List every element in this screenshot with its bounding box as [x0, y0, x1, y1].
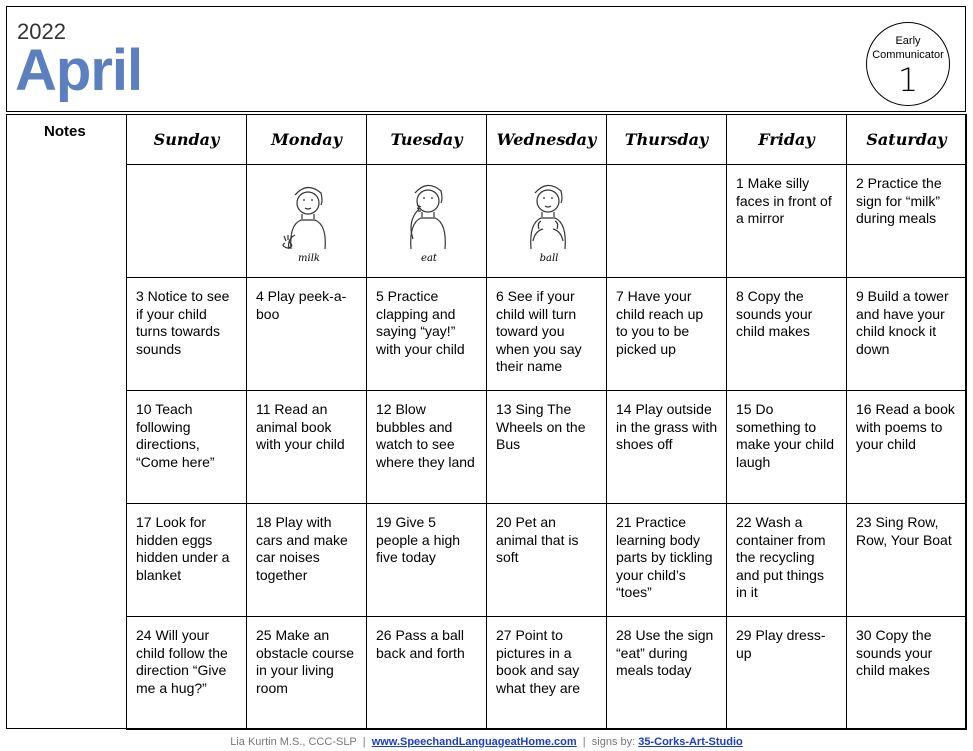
day-cell — [607, 617, 727, 730]
day-activity: 16 Read a book with poems to your child — [856, 401, 955, 452]
day-cell — [367, 617, 487, 730]
day-activity: 11 Read an animal book with your child — [256, 401, 345, 452]
day-cell — [727, 504, 847, 617]
day-activity: 22 Wash a container from the recycling and put things in it — [736, 514, 826, 600]
day-cell — [127, 391, 247, 504]
day-cell — [367, 165, 487, 278]
day-activity: 28 Use the sign “eat” during meals today — [616, 627, 714, 678]
day-activity: 10 Teach following directions, “Come here” — [136, 401, 215, 470]
day-activity: 5 Practice clapping and saying “yay!” with your child — [376, 288, 465, 357]
weekday-header: Saturday — [847, 115, 967, 165]
day-activity: 9 Build a tower and have your child knock it down — [856, 288, 949, 357]
footer-separator: | — [362, 736, 366, 748]
day-cell — [847, 504, 967, 617]
day-cell — [127, 504, 247, 617]
weekday-header: Tuesday — [367, 115, 487, 165]
badge-line1: Early — [895, 35, 921, 47]
day-activity: 29 Play dress-up — [736, 627, 826, 661]
day-activity: 23 Sing Row, Row, Your Boat — [856, 514, 952, 548]
day-activity — [607, 165, 726, 175]
week-row — [127, 504, 967, 617]
day-cell — [247, 165, 367, 278]
day-activity: 3 Notice to see if your child turns towards sounds — [136, 288, 230, 357]
weekday-header: Wednesday — [487, 115, 607, 165]
day-activity: 21 Practice learning body parts by tickling your child’s “toes” — [616, 514, 713, 600]
week-row — [127, 165, 967, 278]
day-cell — [247, 278, 367, 391]
day-cell — [367, 504, 487, 617]
notes-label: Notes — [44, 123, 86, 140]
footer — [0, 736, 973, 748]
day-cell — [487, 278, 607, 391]
day-cell — [487, 504, 607, 617]
website-link[interactable]: www.SpeechandLanguageatHome.com — [371, 736, 577, 748]
sign-eat-caption: eat — [420, 253, 437, 264]
day-cell — [487, 617, 607, 730]
day-cell — [127, 278, 247, 391]
day-activity: 18 Play with cars and make car noises together — [256, 514, 348, 583]
day-cell — [607, 278, 727, 391]
sign-milk-caption: milk — [297, 253, 320, 264]
day-activity: 4 Play peek-a-boo — [256, 288, 347, 322]
day-activity: 30 Copy the sounds your child makes — [856, 627, 933, 678]
footer-separator: | — [582, 736, 586, 748]
day-cell — [847, 391, 967, 504]
weekday-header: Sunday — [127, 115, 247, 165]
day-activity: 15 Do something to make your child laugh — [736, 401, 835, 470]
badge-line2: Communicator — [872, 49, 944, 61]
day-cell — [727, 278, 847, 391]
year: 2022 — [17, 19, 66, 44]
day-cell — [247, 617, 367, 730]
day-cell — [607, 504, 727, 617]
sign-eat-icon — [397, 177, 457, 267]
day-cell — [607, 165, 727, 278]
badge-number: 1 — [897, 61, 919, 99]
sign-ball-icon — [517, 177, 577, 267]
day-cell — [847, 278, 967, 391]
day-activity: 20 Pet an animal that is soft — [496, 514, 579, 565]
header-box — [6, 6, 966, 112]
day-activity: 24 Will your child follow the direction “Give me a hug?” — [136, 627, 228, 696]
day-cell — [487, 165, 607, 278]
day-activity: 25 Make an obstacle course in your living room — [256, 627, 355, 696]
weekday-header: Thursday — [607, 115, 727, 165]
day-cell — [247, 391, 367, 504]
day-activity: 2 Practice the sign for “milk” during meals — [856, 175, 942, 226]
day-cell — [727, 165, 847, 278]
day-cell — [127, 617, 247, 730]
day-activity: 26 Pass a ball back and forth — [376, 627, 465, 661]
calendar-grid — [126, 114, 967, 730]
day-activity: 14 Play outside in the grass with shoes off — [616, 401, 718, 452]
day-activity: 1 Make silly faces in front of a mirror — [736, 175, 832, 226]
day-activity: 27 Point to pictures in a book and say what they are — [496, 627, 581, 696]
day-cell — [847, 165, 967, 278]
sign-ball-caption: ball — [539, 253, 558, 264]
week-row — [127, 391, 967, 504]
weekday-header-row — [127, 115, 967, 165]
sign-milk-icon — [277, 177, 337, 267]
day-cell — [127, 165, 247, 278]
footer-author: Lia Kurtin M.S., CCC-SLP — [230, 736, 357, 748]
level-badge — [866, 22, 950, 106]
artist-link[interactable]: 35-Corks-Art-Studio — [638, 736, 743, 748]
day-activity: 7 Have your child reach up to you to be picked up — [616, 288, 704, 357]
day-activity: 8 Copy the sounds your child makes — [736, 288, 813, 339]
day-cell — [607, 391, 727, 504]
week-row — [127, 278, 967, 391]
weekday-header: Friday — [727, 115, 847, 165]
weekday-header: Monday — [247, 115, 367, 165]
day-cell — [487, 391, 607, 504]
day-activity: 17 Look for hidden eggs hidden under a blanket — [136, 514, 230, 583]
day-activity: 12 Blow bubbles and watch to see where they land — [376, 401, 475, 470]
week-row — [127, 617, 967, 730]
day-activity: 13 Sing The Wheels on the Bus — [496, 401, 586, 452]
day-cell — [727, 391, 847, 504]
footer-signs-label: signs by: — [591, 736, 636, 748]
day-cell — [247, 504, 367, 617]
day-activity — [127, 165, 246, 175]
day-activity: 19 Give 5 people a high five today — [376, 514, 461, 565]
day-cell — [367, 278, 487, 391]
month-title: April — [15, 38, 143, 103]
day-cell — [847, 617, 967, 730]
day-activity: 6 See if your child will turn toward you when you say their name — [496, 288, 582, 374]
day-cell — [367, 391, 487, 504]
day-cell — [727, 617, 847, 730]
